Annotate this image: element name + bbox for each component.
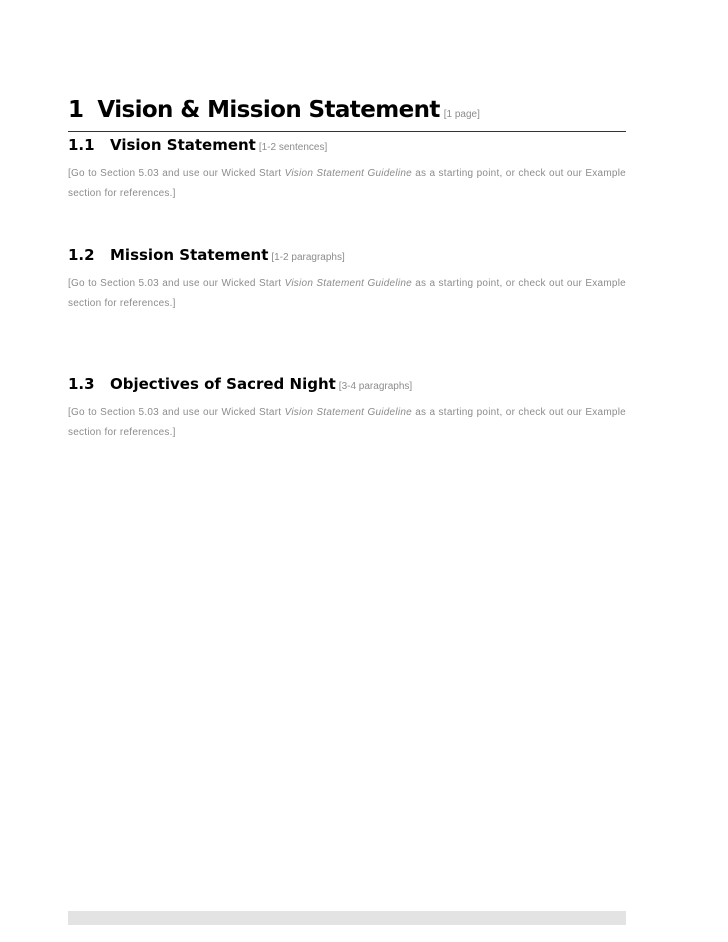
section-title: Vision & Mission Statement (97, 97, 440, 123)
subsection-heading-objectives (68, 374, 626, 397)
subsection-instruction-objectives: [Go to Section 5.03 and use our Wicked Start Vision Statement Guideline as a starting point, or check out our Example section for references.] (68, 407, 626, 438)
subsection-length-note: [3-4 paragraphs] (338, 381, 413, 392)
subsection-number: 1.1 (68, 136, 95, 154)
subsection-length-note: [1-2 sentences] (258, 142, 328, 153)
subsection-instruction-mission: [Go to Section 5.03 and use our Wicked Start Vision Statement Guideline as a starting point, or check out our Example section for references.] (68, 278, 626, 309)
subsection-title: Vision Statement (110, 136, 256, 154)
subsection-number: 1.3 (68, 375, 95, 393)
subsection-number: 1.2 (68, 246, 95, 264)
subsection-title: Mission Statement (110, 246, 269, 264)
section-length-note: [1 page] (443, 109, 480, 120)
guideline-reference: Vision Statement Guideline (284, 407, 412, 418)
subsection-instruction-vision: [Go to Section 5.03 and use our Wicked Start Vision Statement Guideline as a starting point, or check out our Example section for references.] (68, 168, 626, 199)
subsection-heading-vision (68, 135, 626, 158)
section-number: 1 (68, 97, 84, 123)
subsection-length-note: [1-2 paragraphs] (271, 252, 345, 263)
guideline-reference: Vision Statement Guideline (284, 278, 412, 289)
section-heading (68, 96, 626, 132)
page-footer-bar (68, 911, 626, 925)
guideline-reference: Vision Statement Guideline (284, 168, 412, 179)
subsection-heading-mission (68, 245, 626, 268)
subsection-title: Objectives of Sacred Night (110, 375, 336, 393)
